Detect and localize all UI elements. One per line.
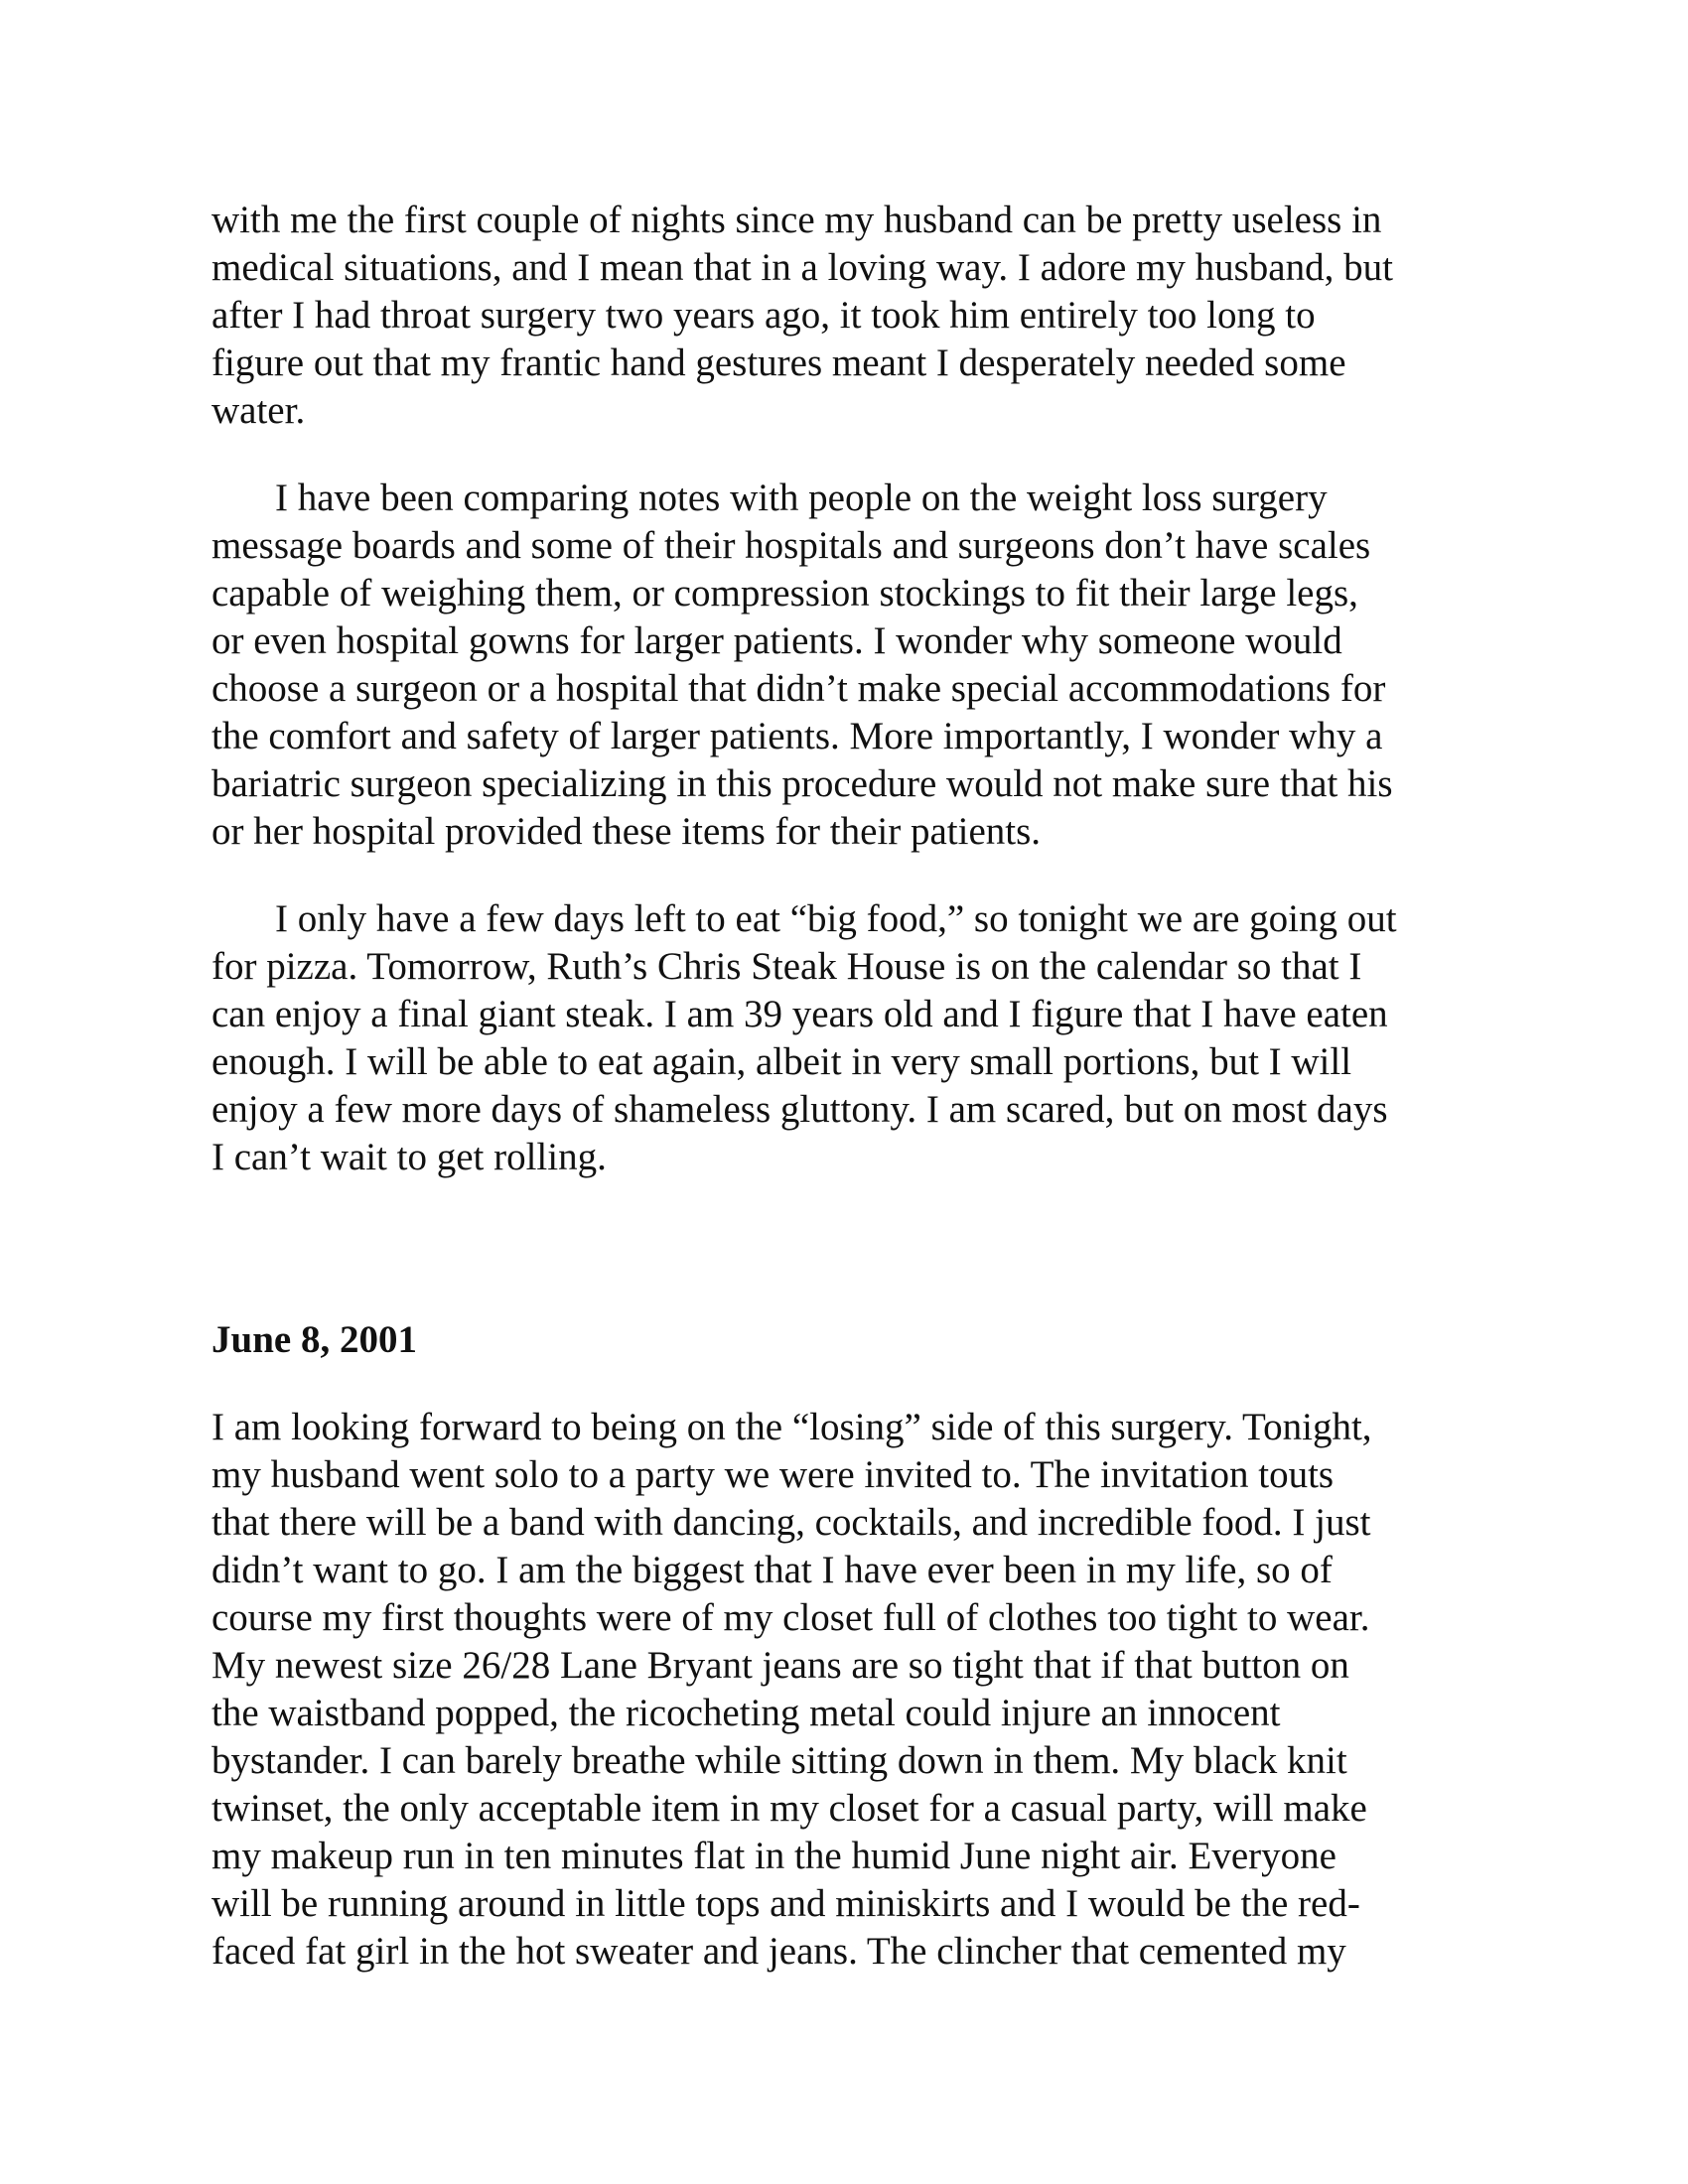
text-line: capable of weighing them, or compression stockings to fit their large legs, (211, 572, 1358, 614)
paragraph-message-boards (211, 475, 1502, 856)
text-line: after I had throat surgery two years ago, it took him entirely too long to (211, 294, 1316, 337)
text-line: with me the first couple of nights since my husband can be pretty useless in (211, 199, 1382, 241)
text-line: I can’t wait to get rolling. (211, 1136, 607, 1178)
paragraph-spacer (211, 435, 1502, 475)
paragraph-party (211, 1404, 1502, 1976)
text-line: can enjoy a final giant steak. I am 39 years old and I figure that I have eaten (211, 993, 1388, 1035)
text-line: faced fat girl in the hot sweater and jeans. The clincher that cemented my (211, 1930, 1346, 1973)
text-line: my makeup run in ten minutes flat in the humid June night air. Everyone (211, 1835, 1336, 1877)
text-line: I only have a few days left to eat “big food,” so tonight we are going out (275, 897, 1397, 940)
text-line: will be running around in little tops and miniskirts and I would be the red- (211, 1882, 1360, 1925)
text-line: or even hospital gowns for larger patients. I wonder why someone would (211, 619, 1342, 662)
paragraph-spacer (211, 856, 1502, 895)
text-line: enough. I will be able to eat again, albeit in very small portions, but I will (211, 1040, 1352, 1083)
text-line: twinset, the only acceptable item in my closet for a casual party, will make (211, 1787, 1367, 1830)
section-spacer (211, 1181, 1502, 1316)
paragraph-continuation (211, 197, 1502, 435)
text-line: or her hospital provided these items for their patients. (211, 810, 1042, 853)
entry-date-heading: June 8, 2001 (211, 1318, 417, 1361)
paragraph-big-food (211, 895, 1502, 1181)
text-line: message boards and some of their hospitals and surgeons don’t have scales (211, 524, 1371, 567)
text-line: for pizza. Tomorrow, Ruth’s Chris Steak House is on the calendar so that I (211, 945, 1362, 988)
text-line: bystander. I can barely breathe while sitting down in them. My black knit (211, 1739, 1347, 1782)
text-line: figure out that my frantic hand gestures meant I desperately needed some (211, 341, 1346, 384)
text-line: I have been comparing notes with people on the weight loss surgery (275, 477, 1328, 519)
paragraph-spacer (211, 1364, 1502, 1404)
text-line: choose a surgeon or a hospital that didn’t make special accommodations for (211, 667, 1386, 710)
text-line: medical situations, and I mean that in a loving way. I adore my husband, but (211, 246, 1393, 289)
text-line: the waistband popped, the ricocheting metal could injure an innocent (211, 1692, 1281, 1734)
text-line: my husband went solo to a party we were invited to. The invitation touts (211, 1453, 1335, 1496)
text-line: course my first thoughts were of my closet full of clothes too tight to wear. (211, 1596, 1370, 1639)
text-line: the comfort and safety of larger patients. More importantly, I wonder why a (211, 715, 1383, 757)
text-line: enjoy a few more days of shameless gluttony. I am scared, but on most days (211, 1088, 1388, 1131)
text-column (211, 197, 1502, 1976)
text-line: I am looking forward to being on the “losing” side of this surgery. Tonight, (211, 1406, 1372, 1448)
text-line: water. (211, 389, 306, 432)
text-line: bariatric surgeon specializing in this procedure would not make sure that his (211, 762, 1393, 805)
text-line: didn’t want to go. I am the biggest that I have ever been in my life, so of (211, 1549, 1333, 1591)
text-line: that there will be a band with dancing, cocktails, and incredible food. I just (211, 1501, 1371, 1544)
text-line: My newest size 26/28 Lane Bryant jeans are so tight that if that button on (211, 1644, 1349, 1687)
